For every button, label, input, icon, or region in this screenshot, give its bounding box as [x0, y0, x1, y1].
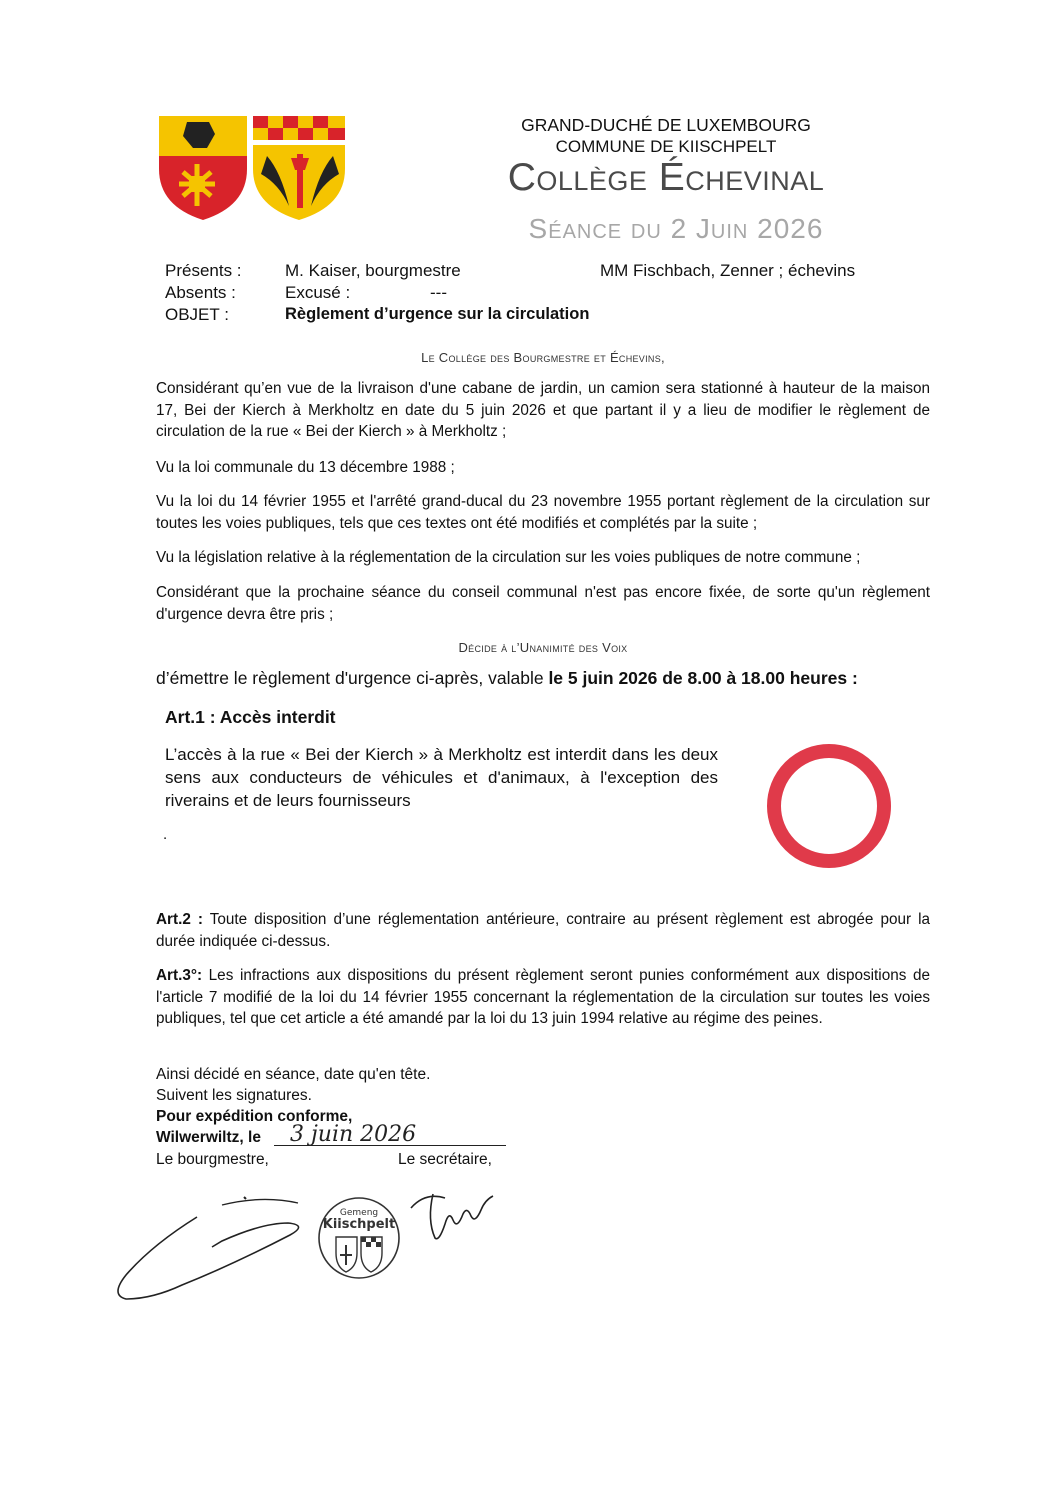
art3-text: Les infractions aux dispositions du présent règlement seront punies conformément aux dispositions de l'article 7 modifié de la loi du 14 février 1955 concernant la réglementation de la circulation sur toutes les voies publiques, tel que cet article a été amandé par la loi du 13 juin 1994 relative au régime des peines.: [156, 967, 930, 1027]
ainsi-decide: Ainsi décidé en séance, date qu'en tête.: [156, 1066, 431, 1083]
stamp-name-text: Kiischpelt: [322, 1217, 396, 1232]
handwritten-date: 3 juin 2026: [290, 1122, 417, 1147]
emettre-line: [156, 668, 956, 689]
header-country: GRAND-DUCHÉ DE LUXEMBOURG: [521, 115, 811, 135]
absents-dash: ---: [430, 283, 447, 302]
art3-label: Art.3°:: [156, 967, 203, 984]
paragraph-considerant-1: Considérant qu’en vue de la livraison d'une cabane de jardin, un camion sera stationné à hauteur de la maison 17, Bei der Kierch à Merkholtz en date du 5 juin 2026 et que partant il y a lieu de modifier le règlement de circulation de la rue « Bei der Kierch » à Merkholtz ;: [156, 380, 930, 440]
absents-value: Excusé :: [285, 283, 351, 302]
art1-title: Art.1 : Accès interdit: [165, 707, 336, 727]
objet-label: OBJET :: [165, 305, 229, 324]
college-heading: Le Collège des Bourgmestre et Échevins,: [421, 350, 665, 365]
coat-of-arms-logo: [157, 114, 347, 222]
stamp-top-text: Gemeng: [339, 1208, 379, 1218]
suivent-signatures: Suivent les signatures.: [156, 1087, 312, 1104]
header-commune: COMMUNE DE KIISCHPELT: [555, 137, 777, 156]
header-seance-date: Séance du 2 Juin 2026: [528, 213, 824, 244]
paragraph-considerant-2: Considérant que la prochaine séance du conseil communal n'est pas encore fixée, de sorte qu'un règlement d'urgence devra être pris ;: [156, 584, 930, 623]
place-date-label: Wilwerwiltz, le: [156, 1129, 261, 1146]
art2-paragraph: [156, 909, 930, 952]
presents-echevins: MM Fischbach, Zenner ; échevins: [600, 261, 856, 280]
paragraph-vu-legislation: Vu la législation relative à la réglementation de la circulation sur les voies publiques de notre commune ;: [156, 549, 861, 566]
art2-label: Art.2 :: [156, 911, 203, 928]
objet-value: Règlement d’urgence sur la circulation: [285, 305, 590, 323]
pour-expedition: Pour expédition conforme,: [156, 1108, 353, 1125]
decide-heading: Décide à l’Unanimité des Voix: [458, 640, 628, 655]
header-college-title: Collège Échevinal: [507, 156, 825, 199]
secretaire-label: Le secrétaire,: [398, 1151, 492, 1168]
art1-text: L’accès à la rue « Bei der Kierch » à Merkholtz est interdit dans les deux sens aux conducteurs de véhicules et d'animaux, à l'exception des riverains et de leurs fournisseurs: [165, 745, 718, 810]
presents-value: M. Kaiser, bourgmestre: [285, 261, 461, 280]
art3-paragraph: [156, 965, 930, 1030]
bourgmestre-signature: [112, 1195, 322, 1305]
presents-label: Présents :: [165, 261, 242, 280]
emettre-text: d’émettre le règlement d'urgence ci-après, valable: [156, 668, 549, 688]
art2-text: Toute disposition d’une réglementation antérieure, contraire au présent règlement est abrogée pour la durée indiquée ci-dessus.: [156, 911, 930, 950]
no-entry-sign-icon: [765, 742, 893, 870]
bourgmestre-label: Le bourgmestre,: [156, 1151, 269, 1168]
stray-dot: .: [163, 826, 168, 843]
absents-label: Absents :: [165, 283, 236, 302]
emettre-validity: le 5 juin 2026 de 8.00 à 18.00 heures :: [548, 668, 858, 688]
commune-stamp-seal: [316, 1195, 402, 1281]
paragraph-vu-loi-1955: Vu la loi du 14 février 1955 et l'arrêté grand-ducal du 23 novembre 1955 portant règlement de la circulation sur toutes les voies publiques, tels que ces textes ont été modifiés et complétés par la suite ;: [156, 493, 930, 532]
paragraph-vu-loi-communale: Vu la loi communale du 13 décembre 1988 ;: [156, 459, 455, 476]
secretaire-signature: [405, 1180, 505, 1250]
